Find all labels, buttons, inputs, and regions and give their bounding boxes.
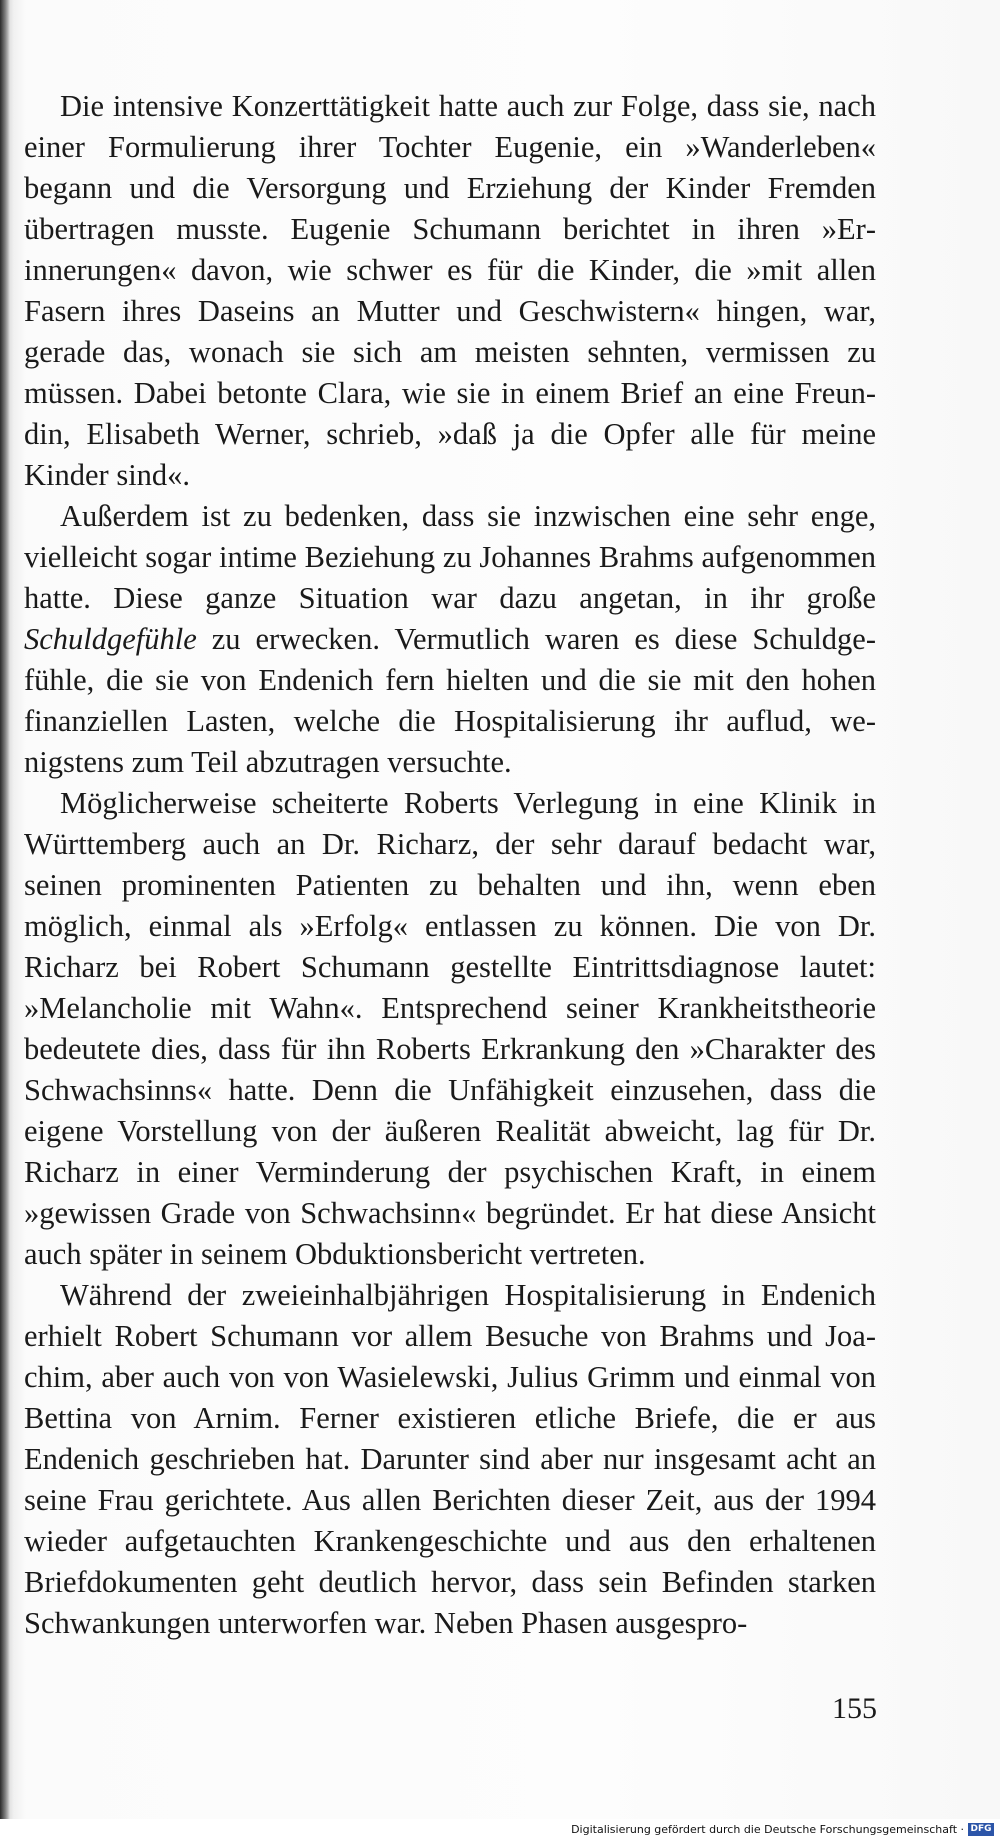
paragraph-1: Die intensive Konzerttätigkeit hatte auch zur Folge, dass sie, nach einer Formulierung ihrer Tochter Eugenie, ein »Wanderleben« begann und die Versorgung und Erziehung der Kinder Fremden übertragen musste. Eugenie Schumann berichtet in ihren »Erinnerungen« davon, wie schwer es für die Kinder, die »mit allen Fasern ihres Daseins an Mutter und Geschwistern« hingen, war, gerade das, wonach sie sich am meisten sehnten, vermissen zu müssen. Dabei betonte Clara, wie sie in einem Brief an eine Freundin, Elisabeth Werner, schrieb, »daß ja die Opfer alle für meine Kinder sind«. (24, 89, 876, 492)
emphasized-term: Schuldgefühle (24, 622, 197, 656)
digitization-footer (0, 1819, 1000, 1839)
body-text (24, 86, 876, 1644)
paragraph-3: Möglicherweise scheiterte Roberts Verlegung in eine Klinik in Württemberg auch an Dr. Richarz, der sehr darauf bedacht war, seinen prominenten Patienten zu behalten und ihn, wenn eben möglich, einmal als »Erfolg« entlassen zu können. Die von Dr. Richarz bei Robert Schumann gestellte Eintrittsdiagnose lautet: »Melancholie mit Wahn«. Entsprechend seiner Krankheitstheorie bedeutete dies, dass für ihn Roberts Erkrankung den »Charakter des Schwachsinns« hatte. Denn die Unfähigkeit einzusehen, dass die eigene Vorstellung von der äußeren Realität abweicht, lag für Dr. Richarz in einer Verminderung der psychischen Kraft, in einem »gewissen Grade von Schwachsinn« begründet. Er hat diese Ansicht auch später in seinem Obduktionsbericht vertreten. (24, 786, 876, 1271)
paragraph-4: Während der zweieinhalbjährigen Hospitalisierung in Endenich erhielt Robert Schumann vor allem Besuche von Brahms und Joachim, aber auch von von Wasielewski, Julius Grimm und einmal von Bettina von Arnim. Ferner existieren etliche Briefe, die er aus Endenich geschrieben hat. Darunter sind aber nur insgesamt acht an seine Frau gerichtete. Aus allen Berichten dieser Zeit, aus der 1994 wieder aufgetauchten Krankengeschichte und aus den erhaltenen Briefdokumenten geht deutlich hervor, dass sein Befinden starken Schwankungen unterworfen war. Neben Phasen ausgespro- (24, 1278, 876, 1640)
paragraph-2-start: Außerdem ist zu bedenken, dass sie inzwischen eine sehr enge, vielleicht sogar intime Beziehung zu Johannes Brahms aufgenommen hatte. Diese ganze Situation war dazu angetan, in ihr große (24, 499, 876, 615)
paragraph-2-end: zu erwecken. Vermutlich waren es diese Schuldgefühle, die sie von Endenich fern hielten und die sie mit den hohen finanziellen Lasten, welche die Hospitalisierung ihr auflud, wenigstens zum Teil abzutragen versuchte. (24, 622, 876, 779)
paragraph-2 (24, 496, 876, 783)
funding-credit: Digitalisierung gefördert durch die Deutsche Forschungsgemeinschaft · (571, 1823, 964, 1836)
spine-shadow (0, 0, 10, 1839)
dfg-logo: DFG (968, 1823, 994, 1836)
page-number: 155 (832, 1692, 877, 1725)
